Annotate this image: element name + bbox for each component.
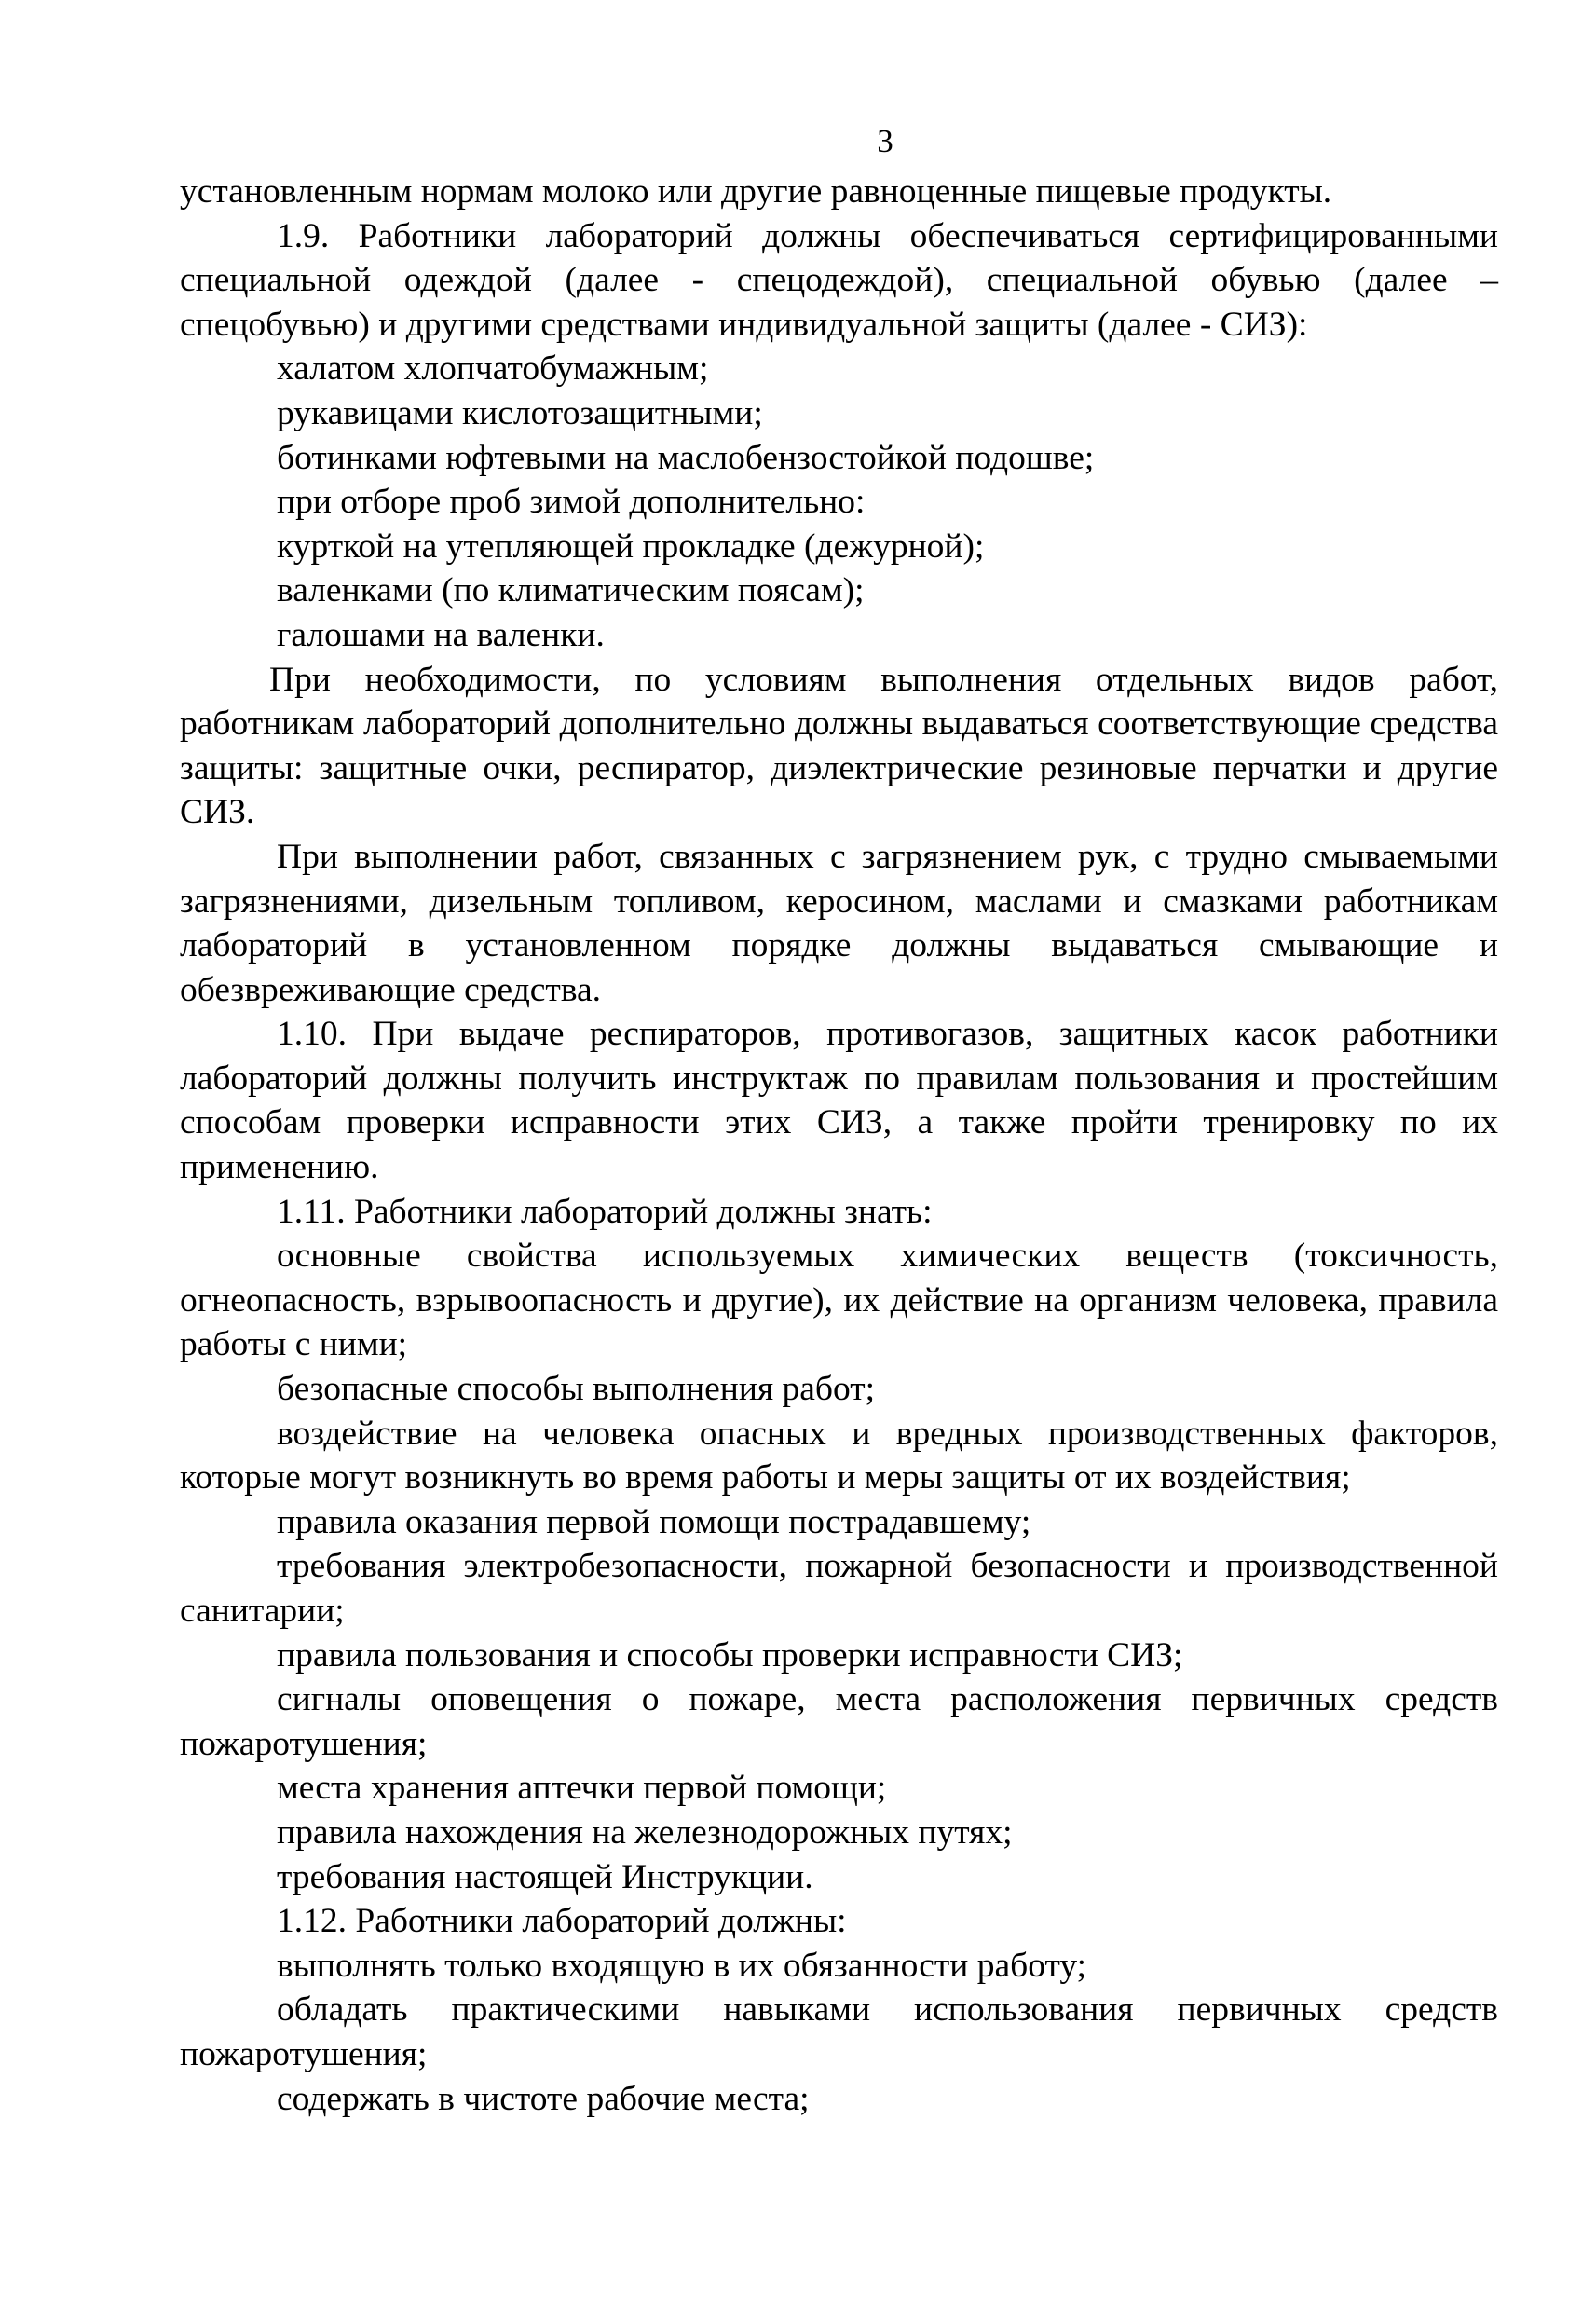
list-item: при отборе проб зимой дополнительно:: [277, 483, 866, 522]
paragraph: При выполнении работ, связанных с загрязнением рук, с трудно смываемыми загрязнениями, дизельным топливом, керосином, маслами и смазками работникам лабораторий в установленном порядке должны выдаваться смывающие и обезвреживающие средства.: [180, 837, 1498, 1009]
paragraph: установленным нормам молоко или другие равноценные пищевые продукты.: [180, 172, 1332, 211]
list-item: халатом хлопчатобумажным;: [277, 349, 709, 389]
list-item: ботинками юфтевыми на маслобензостойкой подошве;: [277, 438, 1095, 477]
list-item: правила нахождения на железнодорожных путях;: [277, 1812, 1013, 1852]
document-body: [180, 170, 1498, 2121]
paragraph-1-9: 1.9. Работники лабораторий должны обеспечиваться сертифицированными специальной одеждой (далее - спецодеждой), специальной обувью (далее – спецобувью) и другими средствами индивидуальной защиты (далее - СИЗ):: [180, 216, 1498, 344]
list-item: валенками (по климатическим поясам);: [277, 571, 865, 610]
list-item: курткой на утепляющей прокладке (дежурной);: [277, 526, 985, 566]
list-item: выполнять только входящую в их обязанности работу;: [277, 1946, 1087, 1985]
list-item: требования электробезопасности, пожарной безопасности и производственной санитарии;: [180, 1547, 1498, 1630]
list-item: безопасные способы выполнения работ;: [277, 1370, 876, 1409]
paragraph-1-11: 1.11. Работники лабораторий должны знать:: [277, 1192, 933, 1231]
list-item: сигналы оповещения о пожаре, места расположения первичных средств пожаротушения;: [180, 1680, 1498, 1763]
list-item: основные свойства используемых химических веществ (токсичность, огнеопасность, взрывоопасность и другие), их действие на организм человека, правила работы с ними;: [180, 1237, 1498, 1364]
list-item: галошами на валенки.: [277, 615, 605, 654]
list-item: требования настоящей Инструкции.: [277, 1857, 813, 1896]
paragraph-1-12: 1.12. Работники лабораторий должны:: [277, 1902, 847, 1941]
list-item: воздействие на человека опасных и вредных производственных факторов, которые могут возникнуть во время работы и меры защиты от их воздействия;: [180, 1414, 1498, 1497]
list-item: места хранения аптечки первой помощи;: [277, 1769, 887, 1808]
page-number: 3: [877, 123, 893, 159]
paragraph-1-10: 1.10. При выдаче респираторов, противогазов, защитных касок работники лабораторий должны получить инструктаж по правилам пользования и простейшим способам проверки исправности этих СИЗ, а также пройти тренировку по их применению.: [180, 1015, 1498, 1187]
list-item: правила пользования и способы проверки исправности СИЗ;: [277, 1635, 1183, 1675]
list-item: обладать практическими навыками использования первичных средств пожаротушения;: [180, 1990, 1498, 2073]
paragraph: При необходимости, по условиям выполнения отдельных видов работ, работникам лабораторий дополнительно должны выдаваться соответствующие средства защиты: защитные очки, респиратор, диэлектрические резиновые перчатки и другие СИЗ.: [180, 660, 1498, 832]
list-item: рукавицами кислотозащитными;: [277, 393, 763, 432]
list-item: содержать в чистоте рабочие места;: [277, 2079, 810, 2118]
list-item: правила оказания первой помощи пострадавшему;: [277, 1502, 1031, 1541]
